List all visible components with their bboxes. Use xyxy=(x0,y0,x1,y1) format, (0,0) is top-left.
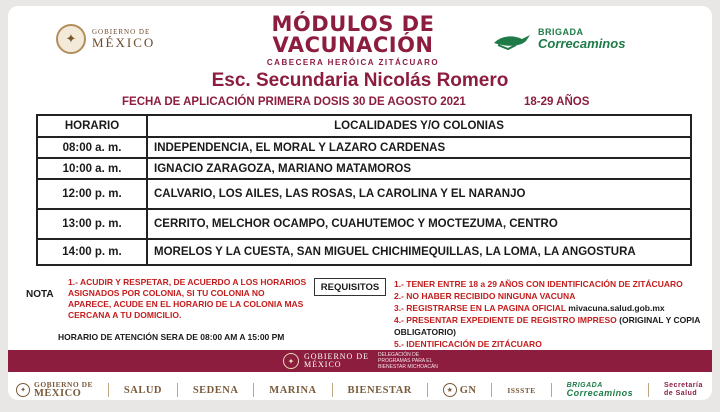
table-row xyxy=(37,209,691,239)
table-row xyxy=(37,239,691,265)
row-places: INDEPENDENCIA, EL MORAL Y LAZARO CARDENAS xyxy=(147,137,691,158)
logo-gob-small: GOBIERNO DE xyxy=(34,380,94,389)
logo-brigada-small: BRIGADA xyxy=(566,382,603,389)
band-gob-small: GOBIERNO DE xyxy=(304,352,369,361)
opening-hours: HORARIO DE ATENCIÓN SERA DE 08:00 AM A 15:00 PM xyxy=(58,332,285,342)
logo-secretaria-salud: Secretaría de Salud xyxy=(663,382,703,397)
divider xyxy=(427,383,428,397)
requisito-3-text: 3.- REGISTRARSE EN LA PAGINA OFICIAL xyxy=(394,303,566,313)
logo-gob-big: MÉXICO xyxy=(34,387,82,399)
list-item xyxy=(394,302,710,314)
list-item: 2.- NO HABER RECIBIDO NINGUNA VACUNA xyxy=(394,291,576,301)
divider xyxy=(253,383,254,397)
header xyxy=(8,6,712,66)
age-range: 18-29 AÑOS xyxy=(524,96,590,108)
eagle-seal-icon: ✦ xyxy=(283,353,299,369)
footer-band-logo xyxy=(283,352,448,370)
row-time: 10:00 a. m. xyxy=(37,158,147,179)
logo-sedena: SEDENA xyxy=(192,384,239,396)
logo-marina: MARINA xyxy=(269,384,317,396)
eagle-seal-icon: ✦ xyxy=(56,24,86,54)
logo-bienestar: BIENESTAR xyxy=(347,384,412,396)
brigada-big-text: Correcaminos xyxy=(538,36,626,52)
eagle-seal-icon: ✦ xyxy=(16,383,30,397)
gob-small-text: GOBIERNO DE xyxy=(92,28,151,36)
logo-issste: ISSSTE xyxy=(507,385,536,395)
band-subtext: DELEGACIÓN DE PROGRAMAS PARA EL BIENESTAR MICHOACÁN xyxy=(378,352,438,370)
row-places: MORELOS Y LA CUESTA, SAN MIGUEL CHICHIMEQUILLAS, LA LOMA, LA ANGOSTURA xyxy=(147,239,691,265)
row-time: 13:00 p. m. xyxy=(37,209,147,239)
brigada-footer-logo xyxy=(567,382,634,398)
row-places: IGNACIO ZARAGOZA, MARIANO MATAMOROS xyxy=(147,158,691,179)
divider xyxy=(648,383,649,397)
partner-logos xyxy=(8,380,712,400)
row-time: 12:00 p. m. xyxy=(37,179,147,209)
title-line-2: VACUNACIÓN xyxy=(272,33,434,57)
row-places: CALVARIO, LOS AILES, LAS ROSAS, LA CAROLINA Y EL NARANJO xyxy=(147,179,691,209)
divider xyxy=(551,383,552,397)
list-item: 5.- IDENTIFICACIÓN DE ZITÁCUARO xyxy=(394,339,542,349)
requisito-4-note: (ORIGINAL Y COPIA OBLIGATORIO) xyxy=(394,315,701,337)
divider xyxy=(332,383,333,397)
divider xyxy=(108,383,109,397)
list-item xyxy=(394,314,710,338)
header-localidades: LOCALIDADES Y/O COLONIAS xyxy=(147,115,691,137)
requisito-4-text: 4.- PRESENTAR EXPEDIENTE DE REGISTRO IMPRESO xyxy=(394,315,617,325)
gob-big-text: MÉXICO xyxy=(92,35,156,50)
roadrunner-icon xyxy=(492,29,532,51)
schedule-table xyxy=(36,114,692,266)
subtitle: CABECERA HERÓICA ZITÁCUARO xyxy=(266,58,440,67)
divider xyxy=(491,383,492,397)
gob-logo xyxy=(16,381,93,399)
requisitos-label: REQUISITOS xyxy=(314,278,386,296)
logo-salud: SALUD xyxy=(123,384,162,396)
footer-divider xyxy=(8,372,712,378)
divider xyxy=(177,383,178,397)
title-line-1: MÓDULOS DE xyxy=(271,12,435,36)
guardia-nacional-icon: ★ xyxy=(443,383,457,397)
table-row xyxy=(37,158,691,179)
gn-logo xyxy=(443,383,477,397)
logo-brigada-big: Correcaminos xyxy=(566,388,634,398)
nota-label: NOTA xyxy=(26,289,54,300)
title-block xyxy=(228,14,478,67)
row-places: CERRITO, MELCHOR OCAMPO, CUAHUTEMOC Y MOCTEZUMA, CENTRO xyxy=(147,209,691,239)
row-time: 08:00 a. m. xyxy=(37,137,147,158)
logo-gn: GN xyxy=(459,384,477,396)
requisitos-list xyxy=(394,278,710,350)
brigada-logo xyxy=(492,28,625,51)
application-date: FECHA DE APLICACIÓN PRIMERA DOSIS 30 DE AGOSTO 2021 xyxy=(122,96,466,108)
row-time: 14:00 p. m. xyxy=(37,239,147,265)
nota-text: 1.- ACUDIR Y RESPETAR, DE ACUERDO A LOS HORARIOS ASIGNADOS POR COLONIA, SI TU COLONIA NO APARECE, ACUDE EN EL HORARIO DE LA COLONIA MAS CERCANA A TU DOMICILIO. xyxy=(68,277,307,320)
flyer-card xyxy=(8,6,712,400)
brigada-small-text: BRIGADA xyxy=(538,27,584,37)
gobierno-mexico-logo xyxy=(56,24,155,54)
school-name: Esc. Secundaria Nicolás Romero xyxy=(211,70,509,91)
header-horario: HORARIO xyxy=(37,115,147,137)
vaccination-website-link[interactable]: mivacuna.salud.gob.mx xyxy=(568,303,665,313)
table-row xyxy=(37,179,691,209)
table-row xyxy=(37,137,691,158)
list-item: 1.- TENER ENTRE 18 a 29 AÑOS CON IDENTIFICACIÓN DE ZITÁCUARO xyxy=(394,279,683,289)
band-gob-big: MÉXICO xyxy=(304,360,342,369)
